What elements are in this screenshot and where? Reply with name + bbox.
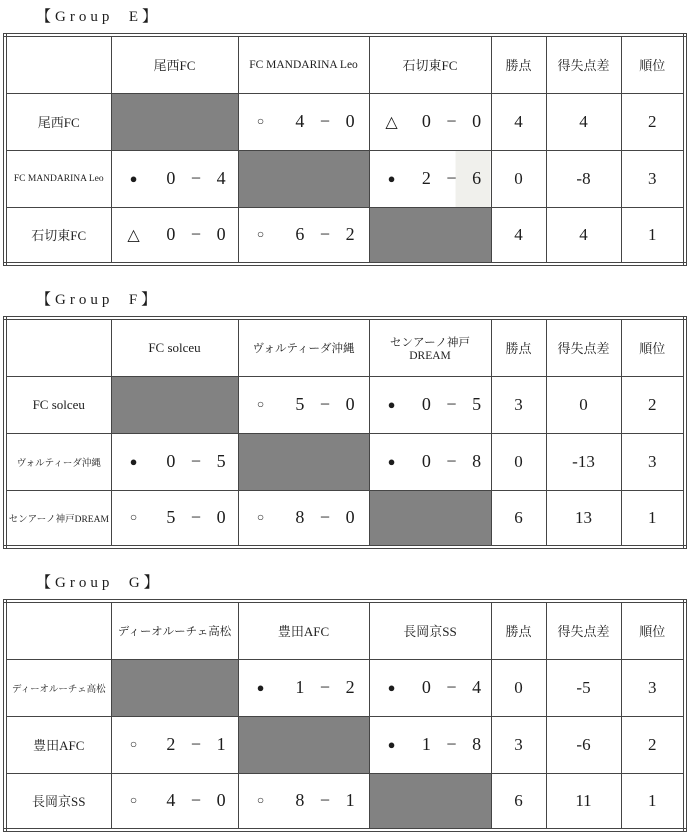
loss-circle-icon: ●: [256, 679, 265, 695]
match-score: 5 − 0: [166, 507, 227, 528]
row-team-name: ヴォルティーダ沖縄: [5, 433, 111, 490]
win-circle-icon: ○: [256, 793, 265, 808]
column-header-points: 勝点: [491, 318, 546, 376]
loss-circle-icon: ●: [387, 679, 396, 695]
loss-circle-icon: ●: [387, 396, 396, 412]
row-team-name: 尾西FC: [5, 93, 111, 150]
column-header-team: 長岡京SS: [369, 601, 491, 659]
group-title: 【Group G】: [36, 575, 163, 591]
table-row: [5, 490, 685, 547]
win-circle-icon: ○: [129, 510, 138, 525]
table-row: [5, 207, 685, 264]
results-table: [3, 599, 687, 832]
match-score: 0 − 5: [166, 451, 227, 471]
match-result-cell: [238, 659, 369, 716]
loss-circle-icon: ●: [387, 736, 396, 752]
column-header-team: 尾西FC: [111, 35, 238, 93]
group-e-section: [0, 7, 689, 266]
match-result-cell: [111, 433, 238, 490]
rank-value: 1: [621, 773, 685, 830]
column-header-points: 勝点: [491, 601, 546, 659]
column-header-goal-diff: 得失点差: [546, 601, 621, 659]
match-result-cell: [238, 490, 369, 547]
match-result-cell: [369, 150, 491, 207]
match-score: 2 − 6: [421, 168, 483, 188]
goal-diff-value: 0: [546, 376, 621, 433]
match-score: 0 − 4: [166, 168, 227, 188]
match-score: 0 − 8: [421, 451, 483, 471]
match-score: 8 − 1: [295, 790, 356, 811]
points-value: 6: [491, 490, 546, 547]
loss-circle-icon: ●: [129, 453, 138, 469]
match-result-cell: [369, 716, 491, 773]
goal-diff-value: 13: [546, 490, 621, 547]
column-header-rank: 順位: [621, 35, 685, 93]
match-score: 0 − 0: [166, 224, 227, 245]
row-team-name: FC MANDARINA Leo: [5, 150, 111, 207]
match-result-cell: [238, 773, 369, 830]
match-score: 1 − 8: [421, 734, 483, 754]
row-team-name: センアーノ神戸DREAM: [5, 490, 111, 547]
draw-triangle-icon: △: [127, 226, 140, 244]
row-team-name: ディーオルーチェ高松: [5, 659, 111, 716]
points-value: 4: [491, 93, 546, 150]
diagonal-cell: [238, 716, 369, 773]
results-table: [3, 33, 687, 266]
diagonal-cell: [369, 490, 491, 547]
points-value: 3: [491, 376, 546, 433]
group-f-section: [0, 290, 689, 549]
match-score: 4 − 0: [295, 111, 356, 131]
group-title: 【Group F】: [36, 292, 161, 308]
group-g-section: [0, 573, 689, 832]
match-score: 6 − 2: [295, 224, 356, 245]
header-row: [5, 601, 685, 659]
goal-diff-value: -8: [546, 150, 621, 207]
match-result-cell: [111, 716, 238, 773]
diagonal-cell: [238, 150, 369, 207]
goal-diff-value: -6: [546, 716, 621, 773]
rank-value: 2: [621, 376, 685, 433]
goal-diff-value: 4: [546, 93, 621, 150]
diagonal-cell: [111, 93, 238, 150]
match-result-cell: [369, 376, 491, 433]
match-result-cell: [111, 490, 238, 547]
loss-circle-icon: ●: [129, 170, 138, 186]
diagonal-cell: [111, 376, 238, 433]
row-team-name: 豊田AFC: [5, 716, 111, 773]
table-row: [5, 773, 685, 830]
match-score: 0 − 0: [421, 111, 483, 131]
table-row: [5, 659, 685, 716]
column-header-team: ヴォルティーダ沖縄: [238, 318, 369, 376]
match-score: 0 − 5: [421, 394, 483, 414]
diagonal-cell: [238, 433, 369, 490]
diagonal-cell: [111, 659, 238, 716]
column-header-goal-diff: 得失点差: [546, 35, 621, 93]
draw-triangle-icon: △: [385, 113, 398, 131]
table-row: [5, 93, 685, 150]
row-team-name: FC solceu: [5, 376, 111, 433]
corner-cell: [5, 318, 111, 376]
match-result-cell: [369, 433, 491, 490]
column-header-team: センアーノ神戸DREAM: [369, 318, 491, 376]
match-score: 0 − 4: [421, 677, 483, 697]
win-circle-icon: ○: [256, 227, 265, 242]
match-score: 1 − 2: [295, 677, 356, 697]
diagonal-cell: [369, 207, 491, 264]
points-value: 3: [491, 716, 546, 773]
win-circle-icon: ○: [256, 114, 265, 128]
win-circle-icon: ○: [256, 510, 265, 525]
match-result-cell: [111, 773, 238, 830]
column-header-points: 勝点: [491, 35, 546, 93]
match-result-cell: [369, 659, 491, 716]
row-team-name: 石切東FC: [5, 207, 111, 264]
goal-diff-value: 11: [546, 773, 621, 830]
rank-value: 3: [621, 150, 685, 207]
match-result-cell: [238, 93, 369, 150]
loss-circle-icon: ●: [387, 170, 396, 186]
row-team-name: 長岡京SS: [5, 773, 111, 830]
win-circle-icon: ○: [256, 397, 265, 411]
corner-cell: [5, 601, 111, 659]
win-circle-icon: ○: [129, 737, 138, 751]
header-row: [5, 35, 685, 93]
points-value: 0: [491, 433, 546, 490]
column-header-goal-diff: 得失点差: [546, 318, 621, 376]
diagonal-cell: [369, 773, 491, 830]
match-result-cell: [369, 93, 491, 150]
results-table: [3, 316, 687, 549]
points-value: 4: [491, 207, 546, 264]
rank-value: 1: [621, 207, 685, 264]
rank-value: 2: [621, 93, 685, 150]
match-result-cell: [111, 207, 238, 264]
table-row: [5, 716, 685, 773]
corner-cell: [5, 35, 111, 93]
column-header-team: ディーオルーチェ高松: [111, 601, 238, 659]
goal-diff-value: -13: [546, 433, 621, 490]
column-header-rank: 順位: [621, 601, 685, 659]
match-score: 5 − 0: [295, 394, 356, 414]
rank-value: 3: [621, 659, 685, 716]
match-score: 2 − 1: [166, 734, 227, 754]
match-result-cell: [238, 376, 369, 433]
points-value: 6: [491, 773, 546, 830]
column-header-team: FC MANDARINA Leo: [238, 35, 369, 93]
header-row: [5, 318, 685, 376]
win-circle-icon: ○: [129, 793, 138, 808]
match-result-cell: [111, 150, 238, 207]
points-value: 0: [491, 150, 546, 207]
match-score: 4 − 0: [166, 790, 227, 811]
loss-circle-icon: ●: [387, 453, 396, 469]
table-row: [5, 150, 685, 207]
goal-diff-value: 4: [546, 207, 621, 264]
table-row: [5, 376, 685, 433]
match-score: 8 − 0: [295, 507, 356, 528]
points-value: 0: [491, 659, 546, 716]
column-header-team: FC solceu: [111, 318, 238, 376]
column-header-team: 石切東FC: [369, 35, 491, 93]
group-title: 【Group E】: [36, 9, 161, 25]
rank-value: 3: [621, 433, 685, 490]
column-header-rank: 順位: [621, 318, 685, 376]
goal-diff-value: -5: [546, 659, 621, 716]
table-row: [5, 433, 685, 490]
match-result-cell: [238, 207, 369, 264]
column-header-team: 豊田AFC: [238, 601, 369, 659]
rank-value: 1: [621, 490, 685, 547]
rank-value: 2: [621, 716, 685, 773]
